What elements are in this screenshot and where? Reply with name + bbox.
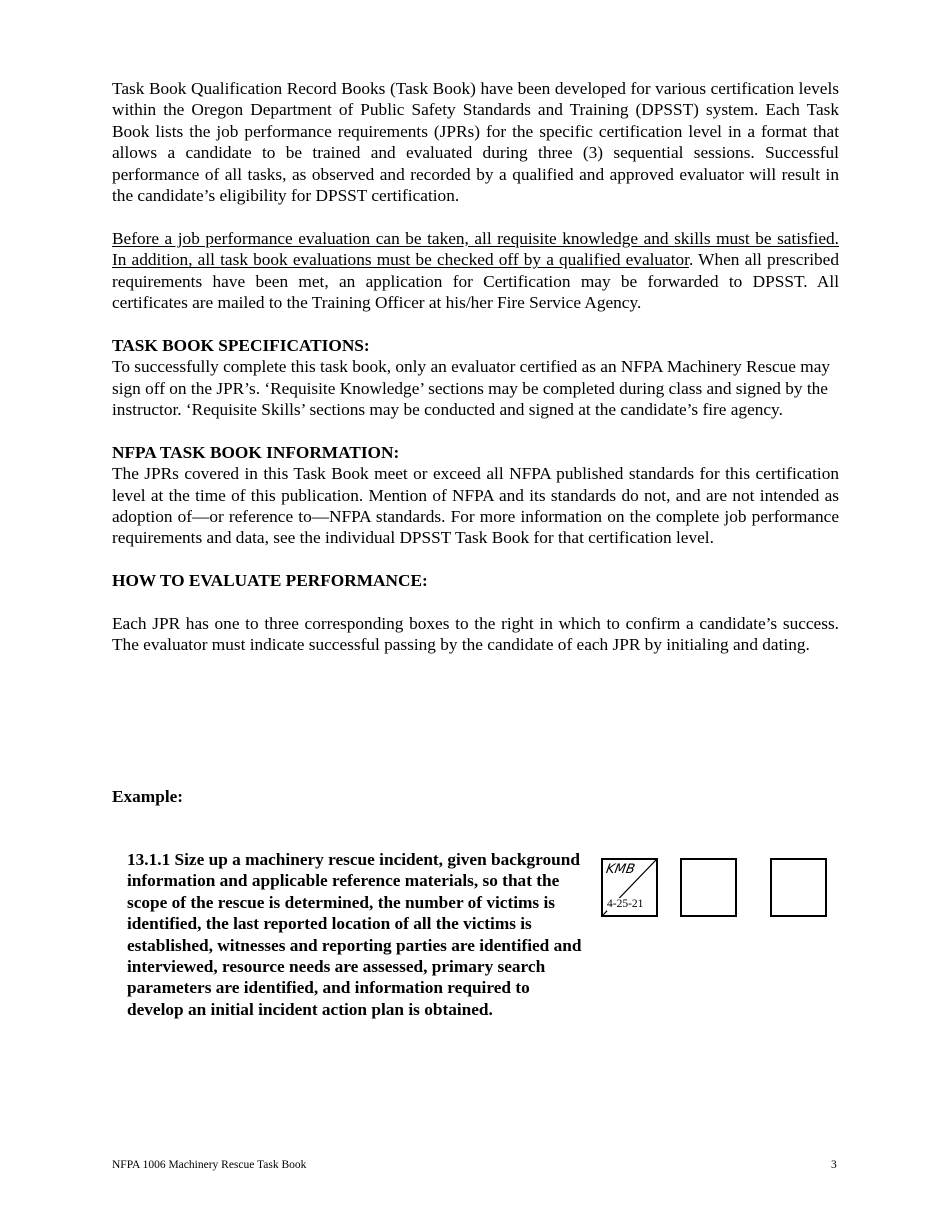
signoff-date: 4-25-21	[607, 898, 644, 910]
spacer	[112, 549, 839, 570]
example-jpr-text: 13.1.1 Size up a machinery rescue incident, given background information and applicable reference materials, so that the scope of the rescue is determined, the number of victims is identified, the last reported location of all the victims is established, witnesses and reporting parties are identified and interviewed, resource needs are assessed, primary search parameters are identified, and information required to develop an initial incident action plan is obtained.	[127, 850, 582, 1019]
specifications-body: To successfully complete this task book, only an evaluator certified as an NFPA Machinery Rescue may sign off on the JPR’s. ‘Requisite Knowledge’ sections may be completed during class and signed by the instructor. ‘Requisite Skills’ sections may be conducted and signed at the candidate’s fire agency.	[112, 357, 831, 420]
specifications-heading: TASK BOOK SPECIFICATIONS:	[112, 335, 370, 355]
document-body	[112, 78, 839, 656]
evaluate-body: Each JPR has one to three corresponding boxes to the right in which to confirm a candidate’s success. The evaluator must indicate successful passing by the candidate of each JPR by initialing and dating.	[112, 614, 839, 655]
evaluator-initials: KMB	[604, 862, 637, 877]
signoff-box-1	[601, 858, 658, 917]
nfpa-info-heading: NFPA TASK BOOK INFORMATION:	[112, 442, 400, 462]
footer-page-number: 3	[831, 1159, 837, 1171]
intro-paragraph: Task Book Qualification Record Books (Task Book) have been developed for various certification levels within the Oregon Department of Public Safety Standards and Training (DPSST) system. Each Task Book lists the job performance requirements (JPRs) for the specific certification level in a format that allows a candidate to be trained and evaluated during three (3) sequential sessions. Successful performance of all tasks, as observed and recorded by a qualified and approved evaluator will result in the candidate’s eligibility for DPSST certification.	[112, 79, 839, 206]
signoff-box-3	[770, 858, 827, 917]
requirements-text: . When all prescribed requirements have been met, an application for Certification may be forwarded to DPSST. All certificates are mailed to the Training Officer at his/her Fire Service Agency.	[112, 250, 839, 313]
signoff-box-2	[680, 858, 737, 917]
evaluate-heading: HOW TO EVALUATE PERFORMANCE:	[112, 571, 428, 591]
requirements-paragraph	[112, 228, 839, 314]
spacer	[112, 420, 839, 441]
requirements-underlined-text: Before a job performance evaluation can be taken, all requisite knowledge and skills must be satisfied. In addition, all task book evaluations must be checked off by a qualified evaluator	[112, 228, 839, 270]
footer-title: NFPA 1006 Machinery Rescue Task Book	[112, 1159, 307, 1171]
spacer	[112, 206, 839, 227]
spacer	[112, 313, 839, 334]
example-label: Example:	[112, 787, 184, 806]
spacer	[112, 592, 839, 613]
nfpa-info-body: The JPRs covered in this Task Book meet or exceed all NFPA published standards for this certification level at the time of this publication. Mention of NFPA and its standards do not, and are not intended as adoption of—or reference to—NFPA standards. For more information on the complete job performance requirements and data, see the individual DPSST Task Book for that certification level.	[112, 464, 839, 548]
